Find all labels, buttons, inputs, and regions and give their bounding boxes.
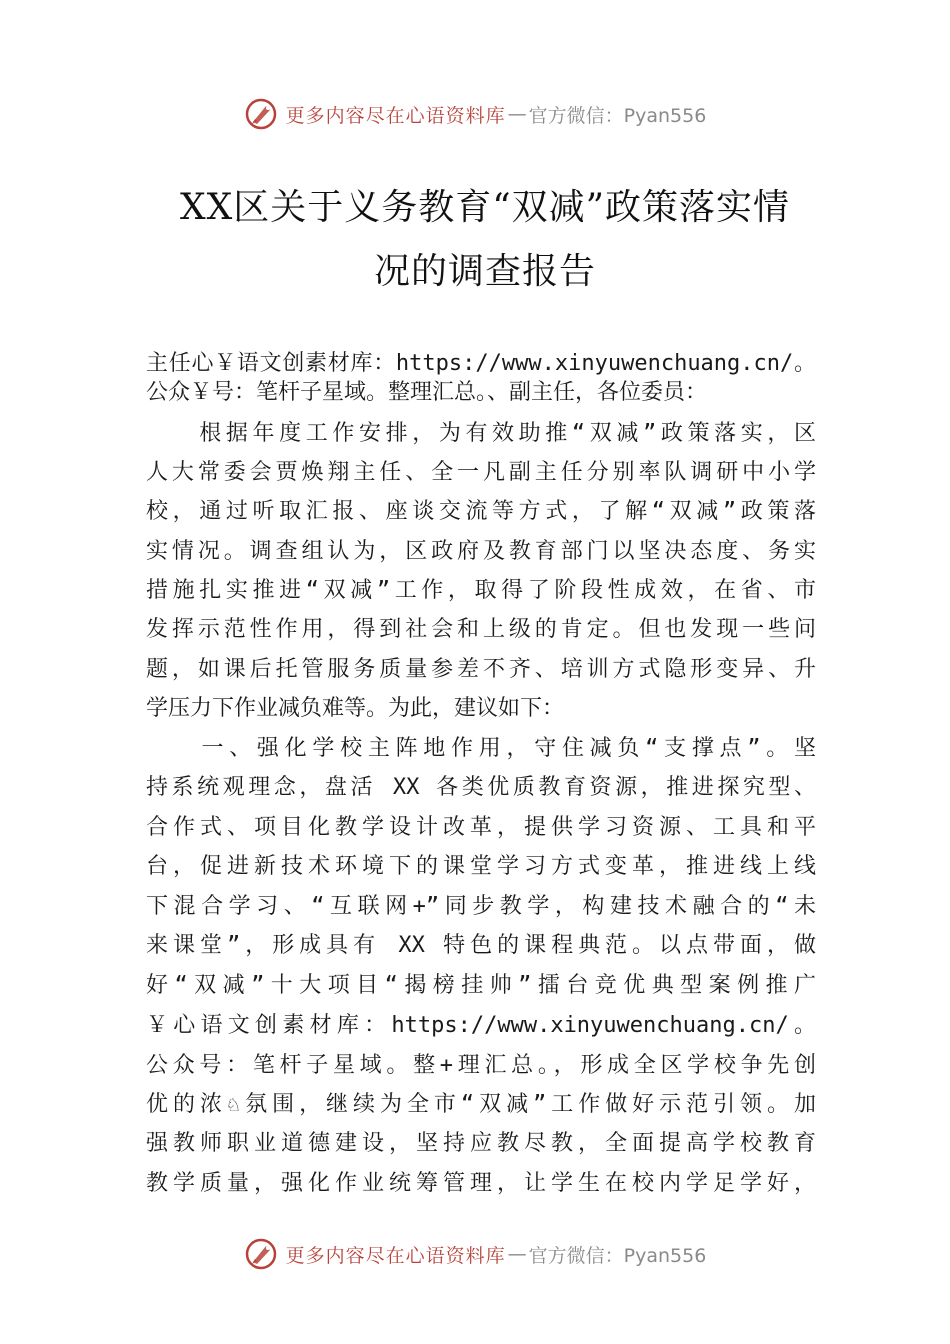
body-line: 措施扎实推进“双减”工作，取得了阶段性成效，在省、市 <box>146 578 816 603</box>
body-line: 学压力下作业减负难等。为此，建议如下： <box>146 696 565 721</box>
body-line: 题，如课后托管服务质量参差不齐、培训方式隐形变异、升 <box>146 657 816 682</box>
body-line: 一、强化学校主阵地作用，守住减负“支撑点”。坚 <box>146 736 816 761</box>
body-line: 公众￥号：笔杆子星域。整理汇总。、副主任，各位委员： <box>146 380 708 405</box>
watermark-wechat: 官方微信：Pyan556 <box>528 104 707 127</box>
body-line: 根据年度工作安排，为有效助推“双减”政策落实，区 <box>146 421 816 446</box>
body-line: 发挥示范性作用，得到社会和上级的肯定。但也发现一些问 <box>146 617 816 642</box>
header-watermark <box>0 92 950 136</box>
body-line: 公众号：笔杆子星域。整+理汇总。，形成全区学校争先创 <box>146 1053 816 1078</box>
body-line: 合作式、项目化教学设计改革，提供学习资源、工具和平 <box>146 815 816 840</box>
body-line: ￥心语文创素材库：https://www.xinyuwenchuang.cn/。 <box>146 1013 816 1038</box>
body-line: 持系统观理念，盘活 XX 各类优质教育资源，推进探究型、 <box>146 775 816 800</box>
body-line: 下混合学习、“互联网+”同步教学，构建技术融合的“未 <box>146 894 816 919</box>
body-line: 校，通过听取汇报、座谈交流等方式，了解“双减”政策落 <box>146 499 816 524</box>
body-line: 强教师职业道德建设，坚持应教尽教，全面提高学校教育 <box>146 1131 816 1156</box>
body-line: 主任心￥语文创素材库：https://www.xinyuwenchuang.cn/。 <box>146 351 816 376</box>
body-line: 人大常委会贾焕翔主任、全一凡副主任分别率队调研中小学 <box>146 460 816 485</box>
body-line: 好“双减”十大项目“揭榜挂帅”擂台竞优典型案例推广 <box>146 973 816 998</box>
body-line: 来课堂”，形成具有 XX 特色的课程典范。以点带面，做 <box>146 933 816 958</box>
pen-nib-logo-icon <box>244 1237 278 1271</box>
watermark-separator: — <box>507 1243 527 1265</box>
body-line: 教学质量，强化作业统筹管理，让学生在校内学足学好， <box>146 1171 816 1196</box>
watermark-text: 更多内容尽在心语资料库 <box>285 1244 506 1267</box>
watermark-wechat: 官方微信：Pyan556 <box>528 1244 707 1267</box>
footer-watermark <box>0 1232 950 1276</box>
watermark-separator: — <box>507 103 527 125</box>
watermark-text: 更多内容尽在心语资料库 <box>285 104 506 127</box>
body-line: 实情况。调查组认为，区政府及教育部门以坚决态度、务实 <box>146 539 816 564</box>
document-title-line-1: XX区关于义务教育“双减”政策落实情 <box>179 187 791 228</box>
body-line: 优的浓♘氛围，继续为全市“双减”工作做好示范引领。加 <box>146 1092 816 1117</box>
document-title-line-2: 况的调查报告 <box>373 251 596 292</box>
body-line: 台，促进新技术环境下的课堂学习方式变革，推进线上线 <box>146 854 816 879</box>
pen-nib-logo-icon <box>244 97 278 131</box>
